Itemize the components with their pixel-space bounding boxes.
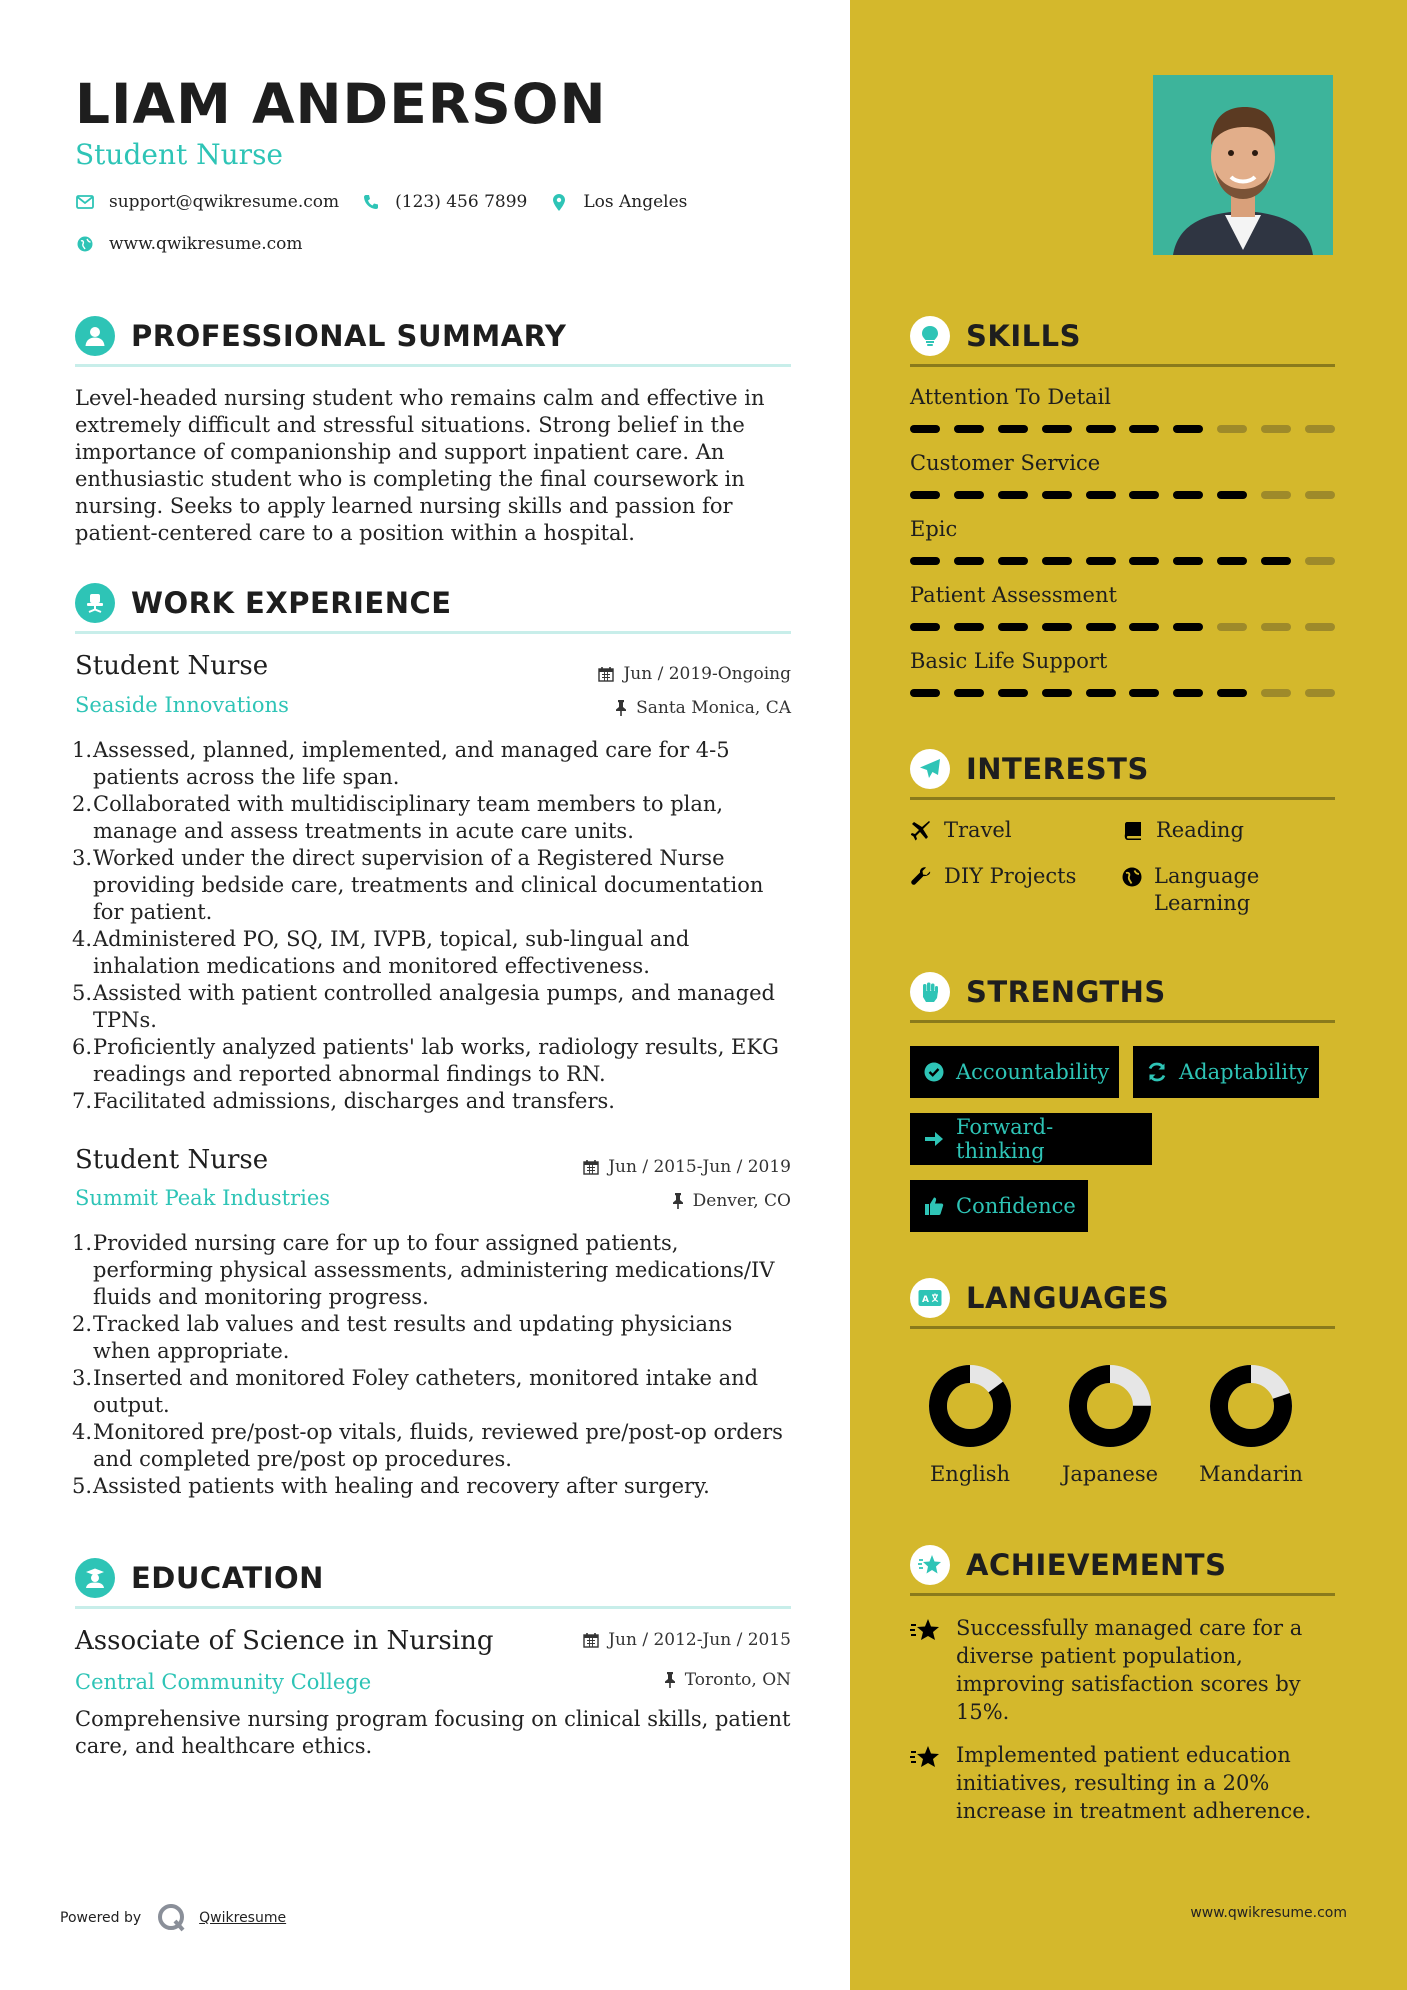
- skill-dash: [998, 425, 1028, 433]
- skill-dash: [954, 689, 984, 697]
- skill-dash: [1173, 557, 1203, 565]
- calendar-icon: [583, 1632, 599, 1648]
- user-icon: [75, 316, 115, 356]
- skill-name: Patient Assessment: [910, 583, 1117, 607]
- achievement-item: Successfully managed care for a diverse patient population, improving satisfaction scores by 15%.: [910, 1614, 1335, 1726]
- skill-bar: [910, 425, 1335, 433]
- skill-name: Customer Service: [910, 451, 1101, 475]
- skill-dash: [910, 557, 940, 565]
- education-location: Toronto, ON: [664, 1670, 791, 1690]
- skill-bar: [910, 557, 1335, 565]
- skill-dash: [1173, 689, 1203, 697]
- list-item: 7. Facilitated admissions, discharges and transfers.: [72, 1089, 615, 1113]
- skill-dash: [910, 491, 940, 499]
- brand-link[interactable]: Qwikresume: [199, 1910, 287, 1926]
- job-title: Student Nurse: [75, 651, 269, 681]
- contact-website[interactable]: www.qwikresume.com: [109, 234, 303, 254]
- list-item: 1. Provided nursing care for up to four assigned patients, performing physical assessments, administering medications/IV fluids and monitoring progress.: [72, 1231, 775, 1309]
- shooting-star-icon: [910, 1545, 950, 1585]
- list-item: 5. Assisted with patient controlled analgesia pumps, and managed TPNs.: [72, 981, 775, 1032]
- skill-dash: [1173, 491, 1203, 499]
- book-icon: [1122, 817, 1144, 841]
- job-duties-list: [72, 737, 792, 1115]
- skill-dash: [1086, 689, 1116, 697]
- skill-dash: [954, 623, 984, 631]
- arrow-right-icon: [924, 1130, 944, 1148]
- skill-dash: [1129, 425, 1159, 433]
- skill-dash: [1217, 491, 1247, 499]
- language-item: English: [910, 1362, 1030, 1486]
- plane-icon: [910, 817, 932, 841]
- calendar-icon: [583, 1159, 599, 1175]
- skill-dash: [1217, 425, 1247, 433]
- skill-dash: [910, 623, 940, 631]
- paper-plane-icon: [910, 749, 950, 789]
- job-location: Denver, CO: [672, 1191, 791, 1211]
- language-icon: [910, 1278, 950, 1318]
- check-circle-icon: [924, 1062, 944, 1082]
- skill-dash: [1129, 623, 1159, 631]
- list-item: 1. Assessed, planned, implemented, and managed care for 4-5 patients across the life span.: [72, 738, 730, 789]
- skill-name: Attention To Detail: [910, 385, 1111, 409]
- skill-dash: [1261, 425, 1291, 433]
- skill-dash: [1305, 623, 1335, 631]
- skill-bar: [910, 689, 1335, 697]
- strength-tag: Adaptability: [1133, 1046, 1319, 1098]
- interests-rule: [910, 797, 1335, 800]
- education-dates: Jun / 2012-Jun / 2015: [583, 1630, 791, 1650]
- list-item: 6. Proficiently analyzed patients' lab works, radiology results, EKG readings and reported abnormal findings to RN.: [72, 1035, 779, 1086]
- shooting-star-icon: [910, 1741, 944, 1825]
- raised-fist-icon: [910, 972, 950, 1012]
- pushpin-icon: [615, 700, 627, 716]
- job-duties-list: [72, 1230, 792, 1500]
- skill-name: Epic: [910, 517, 958, 541]
- strength-tag: Forward-thinking: [910, 1113, 1152, 1165]
- interest-item: DIY Projects: [910, 863, 1076, 890]
- skill-dash: [1129, 557, 1159, 565]
- candidate-title: Student Nurse: [75, 138, 284, 171]
- profile-photo: [1153, 75, 1333, 255]
- chair-icon: [75, 583, 115, 623]
- shooting-star-icon: [910, 1614, 944, 1726]
- education-description: Comprehensive nursing program focusing on clinical skills, patient care, and healthcare ethics.: [75, 1707, 791, 1758]
- interest-item: Language Learning: [1122, 863, 1272, 917]
- strengths-rule: [910, 1020, 1335, 1023]
- list-item: 2. Tracked lab values and test results and updating physicians when appropriate.: [72, 1312, 733, 1363]
- phone-icon: [361, 194, 381, 210]
- skill-dash: [998, 491, 1028, 499]
- thumbs-up-icon: [924, 1196, 944, 1216]
- contact-phone[interactable]: (123) 456 7899: [395, 192, 528, 212]
- skill-dash: [1173, 623, 1203, 631]
- interest-item: Travel: [910, 817, 1012, 844]
- contact-location: Los Angeles: [583, 192, 688, 212]
- skills-heading: SKILLS: [910, 316, 1081, 356]
- skill-dash: [954, 557, 984, 565]
- summary-text: Level-headed nursing student who remains calm and effective in extremely difficult and stressful situations. Strong belief in the importance of companionship and support inpatient care. An enthusiastic student who is completing the final coursework in nursing. Seeks to apply learned nursing skills and passion for patient-centered care to a position within a hospital.: [75, 386, 765, 545]
- skill-dash: [1086, 557, 1116, 565]
- skills-rule: [910, 364, 1335, 367]
- achievement-item: Implemented patient education initiatives, resulting in a 20% increase in treatment adherence.: [910, 1741, 1335, 1825]
- skill-dash: [1042, 623, 1072, 631]
- envelope-icon: [75, 195, 95, 209]
- footer-powered-by: Powered by Qwikresume: [60, 1903, 286, 1933]
- list-item: 4. Administered PO, SQ, IM, IVPB, topical, sub-lingual and inhalation medications and monitored effectiveness.: [72, 927, 690, 978]
- education-rule: [75, 1606, 791, 1609]
- job-company: Summit Peak Industries: [75, 1186, 331, 1210]
- qwikresume-logo-icon: [157, 1903, 187, 1933]
- skill-bar: [910, 491, 1335, 499]
- skill-dash: [998, 557, 1028, 565]
- skill-dash: [1173, 425, 1203, 433]
- sidebar: [850, 0, 1407, 1990]
- graduate-icon: [75, 1558, 115, 1598]
- education-heading: EDUCATION: [75, 1558, 324, 1598]
- skill-dash: [1305, 491, 1335, 499]
- list-item: 3. Worked under the direct supervision of a Registered Nurse providing bedside care, treatments and clinical documentation for patient.: [72, 846, 764, 924]
- skill-dash: [998, 623, 1028, 631]
- skill-dash: [1042, 689, 1072, 697]
- job-dates: Jun / 2015-Jun / 2019: [583, 1157, 791, 1177]
- skill-dash: [1086, 623, 1116, 631]
- language-ring: [1066, 1362, 1154, 1450]
- achievements-heading: ACHIEVEMENTS: [910, 1545, 1226, 1585]
- language-item: Japanese: [1050, 1362, 1170, 1486]
- skill-bar: [910, 623, 1335, 631]
- job-dates: Jun / 2019-Ongoing: [598, 664, 791, 684]
- achievements-rule: [910, 1593, 1335, 1596]
- summary-heading: PROFESSIONAL SUMMARY: [75, 316, 566, 356]
- skill-dash: [1261, 557, 1291, 565]
- skill-dash: [1086, 425, 1116, 433]
- skill-dash: [1217, 623, 1247, 631]
- skill-dash: [1217, 557, 1247, 565]
- strength-tag: Accountability: [910, 1046, 1119, 1098]
- strengths-heading: STRENGTHS: [910, 972, 1166, 1012]
- list-item: 5. Assisted patients with healing and recovery after surgery.: [72, 1474, 710, 1498]
- skill-dash: [910, 689, 940, 697]
- globe-icon: [1122, 863, 1142, 887]
- skill-dash: [910, 425, 940, 433]
- skill-dash: [998, 689, 1028, 697]
- skill-dash: [1042, 557, 1072, 565]
- website-row: [75, 234, 325, 254]
- language-ring: [1207, 1362, 1295, 1450]
- lightbulb-icon: [910, 316, 950, 356]
- skill-dash: [1261, 623, 1291, 631]
- job-company: Seaside Innovations: [75, 693, 289, 717]
- wrench-icon: [910, 863, 932, 887]
- calendar-icon: [598, 666, 614, 682]
- skill-dash: [954, 491, 984, 499]
- experience-rule: [75, 631, 791, 634]
- school-name: Central Community College: [75, 1670, 372, 1694]
- skill-dash: [1086, 491, 1116, 499]
- list-item: 3. Inserted and monitored Foley catheters, monitored intake and output.: [72, 1366, 759, 1417]
- interest-item: Reading: [1122, 817, 1244, 844]
- globe-icon: [75, 236, 95, 252]
- skill-dash: [1042, 425, 1072, 433]
- skill-dash: [1261, 689, 1291, 697]
- footer-url[interactable]: www.qwikresume.com: [1190, 1905, 1347, 1921]
- skill-dash: [1042, 491, 1072, 499]
- skill-name: Basic Life Support: [910, 649, 1108, 673]
- candidate-name: LIAM ANDERSON: [75, 72, 607, 136]
- svg-text:A: A: [922, 1295, 929, 1305]
- summary-rule: [75, 364, 791, 367]
- skill-dash: [1305, 557, 1335, 565]
- languages-heading: A LANGUAGES: [910, 1278, 1169, 1318]
- interests-heading: INTERESTS: [910, 749, 1149, 789]
- degree-title: Associate of Science in Nursing: [75, 1626, 494, 1656]
- skill-dash: [954, 425, 984, 433]
- language-item: Mandarin: [1191, 1362, 1311, 1486]
- job-location: Santa Monica, CA: [615, 698, 791, 718]
- map-marker-icon: [549, 194, 569, 211]
- strength-tag: Confidence: [910, 1180, 1088, 1232]
- language-ring: [926, 1362, 1014, 1450]
- list-item: 4. Monitored pre/post-op vitals, fluids, reviewed pre/post-op orders and completed pre/post op procedures.: [72, 1420, 783, 1471]
- languages-rule: [910, 1326, 1335, 1329]
- skill-dash: [1305, 689, 1335, 697]
- list-item: 2. Collaborated with multidisciplinary team members to plan, manage and assess treatments in acute care units.: [72, 792, 724, 843]
- contact-row: [75, 192, 709, 212]
- skill-dash: [1129, 689, 1159, 697]
- skill-dash: [1217, 689, 1247, 697]
- skill-dash: [1305, 425, 1335, 433]
- skill-dash: [1129, 491, 1159, 499]
- experience-heading: WORK EXPERIENCE: [75, 583, 452, 623]
- skill-dash: [1261, 491, 1291, 499]
- pushpin-icon: [672, 1193, 684, 1209]
- pushpin-icon: [664, 1672, 676, 1688]
- contact-email[interactable]: support@qwikresume.com: [109, 192, 340, 212]
- job-title: Student Nurse: [75, 1145, 269, 1175]
- refresh-icon: [1147, 1062, 1167, 1082]
